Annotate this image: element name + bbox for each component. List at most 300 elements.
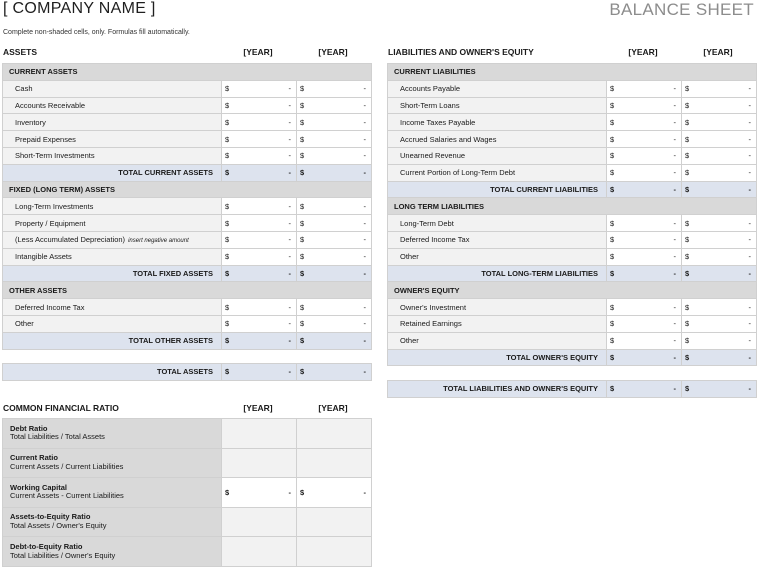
- cell-value: -: [673, 117, 676, 127]
- cell-value: -: [748, 184, 752, 194]
- cell-value: -: [673, 100, 676, 110]
- subtotal-value-year-2: [682, 181, 757, 198]
- value-input-year-2[interactable]: [682, 215, 757, 232]
- cell-value: -: [288, 218, 291, 228]
- currency-symbol: $: [300, 117, 305, 127]
- currency-symbol: $: [300, 336, 305, 346]
- ratio-label: [3, 478, 222, 508]
- ratio-row-assets-to-equity-ratio: [3, 507, 372, 537]
- cell-value: -: [673, 184, 676, 194]
- ratio-value-year-1: [222, 448, 297, 478]
- cell-value: -: [673, 302, 676, 312]
- subtotal-value-year-1: [222, 332, 297, 349]
- line-item-text: Other: [400, 252, 419, 262]
- value-input-year-2[interactable]: [682, 131, 757, 148]
- ratio-row-current-ratio: [3, 448, 372, 478]
- line-item-text: Deferred Income Tax: [15, 302, 85, 312]
- cell-value: -: [363, 218, 367, 228]
- currency-symbol: $: [300, 201, 305, 211]
- cell-value: -: [748, 84, 752, 94]
- subtotal-label: TOTAL LONG-TERM LIABILITIES: [388, 265, 607, 282]
- line-item-row-long-term-investments: [3, 198, 372, 215]
- currency-symbol: $: [225, 336, 230, 346]
- ratio-value-year-2: [297, 537, 372, 567]
- currency-symbol: $: [225, 201, 230, 211]
- line-item-row-cash: [3, 80, 372, 97]
- sheet-title: BALANCE SHEET: [609, 0, 754, 19]
- line-item-label: [388, 97, 607, 114]
- cell-value: -: [288, 117, 291, 127]
- line-item-label: [3, 248, 222, 265]
- value-input-year-1[interactable]: [222, 97, 297, 114]
- value-input-year-1[interactable]: [607, 164, 682, 181]
- subtotal-row-total-long-term-liabilities: [388, 265, 757, 282]
- ratios-heading: COMMON FINANCIAL RATIO: [3, 403, 119, 413]
- cell-value: -: [363, 168, 367, 178]
- value-input-year-1[interactable]: [607, 315, 682, 332]
- cell-value: -: [288, 252, 291, 262]
- currency-symbol: $: [610, 235, 615, 245]
- ratio-name: Current Ratio: [10, 453, 58, 463]
- assets-year-2[interactable]: [YEAR]: [318, 47, 348, 57]
- value-input-year-2[interactable]: [682, 231, 757, 248]
- value-input-year-1[interactable]: [222, 131, 297, 148]
- value-input-year-1[interactable]: [607, 147, 682, 164]
- currency-symbol: $: [610, 252, 615, 262]
- line-item-text: Accounts Payable: [400, 84, 461, 94]
- value-input-year-2[interactable]: [682, 114, 757, 131]
- line-item-label: [388, 299, 607, 316]
- subtotal-value-year-2: [682, 349, 757, 366]
- currency-symbol: $: [225, 218, 230, 228]
- line-item-row-owner-s-investment: [388, 299, 757, 316]
- cell-value: -: [288, 168, 291, 178]
- line-item-text: Long-Term Debt: [400, 218, 454, 228]
- total-liabilities-row: [388, 381, 757, 398]
- cell-value: -: [673, 84, 676, 94]
- cell-value: -: [288, 134, 291, 144]
- ratio-row-working-capital: [3, 478, 372, 508]
- value-input-year-1[interactable]: [222, 80, 297, 97]
- cell-value: -: [748, 252, 752, 262]
- cell-value: -: [363, 302, 367, 312]
- value-input-year-1[interactable]: [607, 231, 682, 248]
- category-row-other-assets: [3, 282, 372, 299]
- subtotal-label: TOTAL OTHER ASSETS: [3, 332, 222, 349]
- value-input-year-2[interactable]: [682, 299, 757, 316]
- cell-value: -: [748, 268, 752, 278]
- ratio-row-debt-to-equity-ratio: [3, 537, 372, 567]
- value-input-year-2[interactable]: [297, 248, 372, 265]
- category-row-current-assets: [3, 64, 372, 81]
- cell-value: -: [673, 235, 676, 245]
- line-item-label: [3, 131, 222, 148]
- cell-value: -: [748, 235, 752, 245]
- subtotal-row-total-other-assets: [3, 332, 372, 349]
- subtotal-row-total-owner-s-equity: [388, 349, 757, 366]
- currency-symbol: $: [300, 487, 305, 497]
- cell-value: -: [748, 100, 752, 110]
- value-input-year-2[interactable]: [297, 198, 372, 215]
- subtotal-label: TOTAL CURRENT ASSETS: [3, 164, 222, 181]
- line-item-label: [3, 80, 222, 97]
- cell-value: -: [288, 319, 291, 329]
- cell-value: -: [363, 151, 367, 161]
- currency-symbol: $: [300, 151, 305, 161]
- currency-symbol: $: [300, 319, 305, 329]
- value-input-year-2[interactable]: [297, 114, 372, 131]
- line-item-text: Unearned Revenue: [400, 151, 466, 161]
- value-input-year-2[interactable]: [297, 80, 372, 97]
- currency-symbol: $: [610, 100, 615, 110]
- cell-value: -: [363, 134, 367, 144]
- currency-symbol: $: [225, 84, 230, 94]
- line-item-label: [3, 231, 222, 248]
- ratio-value-year-2: [297, 478, 372, 508]
- currency-symbol: $: [225, 168, 230, 178]
- value-input-year-2[interactable]: [682, 332, 757, 349]
- value-input-year-1[interactable]: [222, 231, 297, 248]
- cell-value: -: [748, 302, 752, 312]
- value-input-year-2[interactable]: [682, 315, 757, 332]
- line-item-text: Short-Term Investments: [15, 151, 95, 161]
- currency-symbol: $: [225, 151, 230, 161]
- value-input-year-2[interactable]: [297, 147, 372, 164]
- cell-value: -: [673, 134, 676, 144]
- line-item-text: Accrued Salaries and Wages: [400, 134, 497, 144]
- line-item-label: [3, 97, 222, 114]
- line-item-row-accounts-receivable: [3, 97, 372, 114]
- cell-value: -: [748, 134, 752, 144]
- value-input-year-1[interactable]: [607, 215, 682, 232]
- line-item-row-unearned-revenue: [388, 147, 757, 164]
- cell-value: -: [673, 168, 676, 178]
- line-item-row-other: [3, 315, 372, 332]
- value-input-year-1[interactable]: [607, 332, 682, 349]
- value-input-year-1[interactable]: [222, 315, 297, 332]
- currency-symbol: $: [685, 117, 690, 127]
- cell-value: -: [363, 201, 367, 211]
- value-input-year-2[interactable]: [297, 231, 372, 248]
- line-item-label: [388, 315, 607, 332]
- cell-value: -: [748, 319, 752, 329]
- subtotal-value-year-2: [297, 164, 372, 181]
- ratio-formula: Total Liabilities / Owner's Equity: [10, 550, 116, 560]
- ratio-value-year-2: [297, 419, 372, 449]
- cell-value: -: [363, 336, 367, 346]
- assets-year-1[interactable]: [YEAR]: [243, 47, 273, 57]
- currency-symbol: $: [685, 168, 690, 178]
- cell-value: -: [673, 268, 676, 278]
- total-liabilities-value-1: $ -: [607, 381, 682, 398]
- currency-symbol: $: [685, 302, 690, 312]
- currency-symbol: $: [225, 117, 230, 127]
- ratio-name: Debt-to-Equity Ratio: [10, 542, 83, 552]
- line-item-text: Other: [15, 319, 34, 329]
- currency-symbol: $: [610, 319, 615, 329]
- currency-symbol: $: [300, 134, 305, 144]
- cell-value: -: [673, 319, 676, 329]
- cell-value: -: [363, 268, 367, 278]
- line-item-text: Retained Earnings: [400, 319, 462, 329]
- currency-symbol: $: [610, 117, 615, 127]
- cell-value: -: [673, 151, 676, 161]
- line-item-text: Long-Term Investments: [15, 201, 94, 211]
- ratio-formula: Current Assets - Current Liabilities: [10, 491, 124, 501]
- line-item-row-short-term-loans: [388, 97, 757, 114]
- liabilities-year-1[interactable]: [YEAR]: [628, 47, 658, 57]
- ratio-label: [3, 507, 222, 537]
- subtotal-value-year-1: [607, 265, 682, 282]
- instructions-note: Complete non-shaded cells, only. Formulas fill automatically.: [3, 29, 190, 36]
- value-input-year-2[interactable]: [682, 147, 757, 164]
- category-row-owner-s-equity: [388, 282, 757, 299]
- category-label: OWNER'S EQUITY: [388, 282, 757, 299]
- cell-value: -: [288, 302, 291, 312]
- line-item-row-long-term-debt: [388, 215, 757, 232]
- category-row-long-term-liabilities: [388, 198, 757, 215]
- line-item-row-intangible-assets: [3, 248, 372, 265]
- line-item-text: Current Portion of Long-Term Debt: [400, 168, 516, 178]
- currency-symbol: $: [225, 302, 230, 312]
- cell-value: -: [748, 352, 752, 362]
- currency-symbol: $: [685, 218, 690, 228]
- cell-value: -: [748, 151, 752, 161]
- total-assets-row: [3, 364, 372, 381]
- subtotal-row-total-current-liabilities: [388, 181, 757, 198]
- line-item-label: [388, 231, 607, 248]
- category-label: CURRENT LIABILITIES: [388, 64, 757, 81]
- value-input-year-1[interactable]: [222, 248, 297, 265]
- subtotal-value-year-2: [682, 265, 757, 282]
- category-label: OTHER ASSETS: [3, 282, 372, 299]
- category-row-fixed-long-term-assets: [3, 181, 372, 198]
- line-item-label: [388, 131, 607, 148]
- currency-symbol: $: [610, 302, 615, 312]
- value-input-year-2[interactable]: [682, 164, 757, 181]
- currency-symbol: $: [610, 168, 615, 178]
- subtotal-label: TOTAL FIXED ASSETS: [3, 265, 222, 282]
- cell-value: -: [288, 100, 291, 110]
- value-input-year-1[interactable]: [607, 131, 682, 148]
- currency-symbol: $: [610, 336, 615, 346]
- value-input-year-2[interactable]: [682, 248, 757, 265]
- currency-symbol: $: [610, 268, 615, 278]
- subtotal-value-year-1: [607, 181, 682, 198]
- ratio-label: [3, 419, 222, 449]
- currency-symbol: $: [685, 151, 690, 161]
- value-input-year-2[interactable]: [297, 299, 372, 316]
- value-input-year-1[interactable]: [222, 114, 297, 131]
- category-label: FIXED (LONG TERM) ASSETS: [3, 181, 372, 198]
- line-item-text: (Less Accumulated Depreciation): [15, 235, 126, 245]
- value-input-year-1[interactable]: [607, 299, 682, 316]
- currency-symbol: $: [610, 352, 615, 362]
- line-item-label: [388, 248, 607, 265]
- total-liabilities-value-2: $ -: [682, 381, 757, 398]
- line-item-label: [388, 80, 607, 97]
- currency-symbol: $: [225, 235, 230, 245]
- ratio-formula: Total Liabilities / Total Assets: [10, 432, 105, 442]
- ratio-name: Debt Ratio: [10, 423, 48, 433]
- line-item-row-deferred-income-tax: [388, 231, 757, 248]
- line-item-label: [388, 147, 607, 164]
- subtotal-value-year-2: [297, 332, 372, 349]
- cell-value: -: [288, 151, 291, 161]
- line-item-text: Accounts Receivable: [15, 100, 86, 110]
- line-item-row-other: [388, 248, 757, 265]
- cell-value: -: [363, 235, 367, 245]
- ratios-year-2: [YEAR]: [318, 403, 348, 413]
- line-item-text: Deferred Income Tax: [400, 235, 470, 245]
- liabilities-heading: LIABILITIES AND OWNER'S EQUITY: [388, 47, 534, 57]
- value-input-year-1[interactable]: [222, 215, 297, 232]
- line-item-label: [3, 215, 222, 232]
- currency-symbol: $: [685, 100, 690, 110]
- ratio-formula: Total Assets / Owner's Equity: [10, 521, 107, 531]
- assets-heading: ASSETS: [3, 47, 38, 57]
- currency-symbol: $: [300, 268, 305, 278]
- cell-value: -: [363, 117, 367, 127]
- cell-value: -: [748, 117, 752, 127]
- total-liabilities-table: [387, 380, 757, 398]
- ratio-label: [3, 537, 222, 567]
- subtotal-label: TOTAL OWNER'S EQUITY: [388, 349, 607, 366]
- cell-value: -: [363, 487, 366, 497]
- currency-symbol: $: [610, 84, 615, 94]
- liabilities-year-2[interactable]: [YEAR]: [703, 47, 733, 57]
- line-item-label: [388, 332, 607, 349]
- cell-value: -: [673, 336, 676, 346]
- line-item-label: [3, 147, 222, 164]
- ratio-value-year-1: [222, 537, 297, 567]
- currency-symbol: $: [225, 134, 230, 144]
- value-input-year-1[interactable]: [222, 299, 297, 316]
- value-input-year-2[interactable]: [682, 97, 757, 114]
- total-assets-table: [2, 363, 372, 381]
- currency-symbol: $: [685, 336, 690, 346]
- value-input-year-2[interactable]: [682, 80, 757, 97]
- value-input-year-2[interactable]: [297, 97, 372, 114]
- ratio-name: Assets-to-Equity Ratio: [10, 512, 91, 522]
- ratio-label: [3, 448, 222, 478]
- ratio-value-year-1: [222, 478, 297, 508]
- line-item-row-inventory: [3, 114, 372, 131]
- currency-symbol: $: [685, 134, 690, 144]
- line-item-row-deferred-income-tax: [3, 299, 372, 316]
- ratio-value-year-2: [297, 507, 372, 537]
- cell-value: -: [363, 319, 367, 329]
- line-item-row-current-portion-of-long-term-debt: [388, 164, 757, 181]
- cell-value: -: [748, 336, 752, 346]
- value-input-year-1[interactable]: [607, 248, 682, 265]
- total-assets-label: TOTAL ASSETS: [3, 364, 222, 381]
- subtotal-row-total-current-assets: [3, 164, 372, 181]
- depreciation-hint: insert negative amount: [128, 238, 189, 245]
- cell-value: -: [673, 218, 676, 228]
- currency-symbol: $: [300, 84, 305, 94]
- line-item-label: [3, 114, 222, 131]
- currency-symbol: $: [610, 218, 615, 228]
- line-item-label: [388, 164, 607, 181]
- cell-value: -: [363, 84, 367, 94]
- line-item-row-other: [388, 332, 757, 349]
- line-item-row-retained-earnings: [388, 315, 757, 332]
- cell-value: -: [288, 84, 291, 94]
- ratio-value-year-2: [297, 448, 372, 478]
- company-name[interactable]: [ COMPANY NAME ]: [3, 0, 156, 17]
- total-liabilities-label: TOTAL LIABILITIES AND OWNER'S EQUITY: [388, 381, 607, 398]
- line-item-row-accrued-salaries-and-wages: [388, 131, 757, 148]
- currency-symbol: $: [300, 218, 305, 228]
- currency-symbol: $: [300, 100, 305, 110]
- ratio-name: Working Capital: [10, 482, 67, 492]
- cell-value: -: [363, 252, 367, 262]
- value-input-year-1[interactable]: [607, 114, 682, 131]
- line-item-row-short-term-investments: [3, 147, 372, 164]
- currency-symbol: $: [225, 487, 230, 497]
- subtotal-row-total-fixed-assets: [3, 265, 372, 282]
- value-input-year-2[interactable]: [297, 215, 372, 232]
- currency-symbol: $: [685, 235, 690, 245]
- value-input-year-1[interactable]: [222, 198, 297, 215]
- currency-symbol: $: [685, 268, 690, 278]
- line-item-label: [388, 114, 607, 131]
- value-input-year-2[interactable]: [297, 315, 372, 332]
- assets-table: [2, 63, 372, 350]
- currency-symbol: $: [610, 184, 615, 194]
- liabilities-table: [387, 63, 757, 366]
- value-input-year-1[interactable]: [222, 147, 297, 164]
- line-item-text: Other: [400, 336, 419, 346]
- line-item-row-income-taxes-payable: [388, 114, 757, 131]
- line-item-row-accounts-payable: [388, 80, 757, 97]
- line-item-text: Prepaid Expenses: [15, 134, 76, 144]
- total-assets-value-2: $ -: [297, 364, 372, 381]
- currency-symbol: $: [685, 252, 690, 262]
- value-input-year-2[interactable]: [297, 131, 372, 148]
- cell-value: -: [748, 168, 752, 178]
- cell-value: -: [288, 487, 291, 497]
- line-item-row-prepaid-expenses: [3, 131, 372, 148]
- currency-symbol: $: [300, 302, 305, 312]
- cell-value: -: [363, 100, 367, 110]
- line-item-text: Intangible Assets: [15, 252, 72, 262]
- currency-symbol: $: [685, 184, 690, 194]
- cell-value: -: [288, 235, 291, 245]
- subtotal-label: TOTAL CURRENT LIABILITIES: [388, 181, 607, 198]
- line-item-label: [388, 215, 607, 232]
- cell-value: -: [288, 268, 291, 278]
- line-item-text: Income Taxes Payable: [400, 117, 476, 127]
- ratio-formula: Current Assets / Current Liabilities: [10, 461, 124, 471]
- line-item-text: Cash: [15, 84, 33, 94]
- currency-symbol: $: [300, 235, 305, 245]
- value-input-year-1[interactable]: [607, 97, 682, 114]
- subtotal-value-year-2: [297, 265, 372, 282]
- value-input-year-1[interactable]: [607, 80, 682, 97]
- currency-symbol: $: [225, 100, 230, 110]
- currency-symbol: $: [225, 268, 230, 278]
- ratios-table: [2, 418, 372, 567]
- line-item-label: [3, 299, 222, 316]
- ratio-value-year-1: [222, 507, 297, 537]
- category-label: LONG TERM LIABILITIES: [388, 198, 757, 215]
- category-row-current-liabilities: [388, 64, 757, 81]
- line-item-row-less-accumulated-depreciation: [3, 231, 372, 248]
- ratio-value-year-1: [222, 419, 297, 449]
- currency-symbol: $: [300, 168, 305, 178]
